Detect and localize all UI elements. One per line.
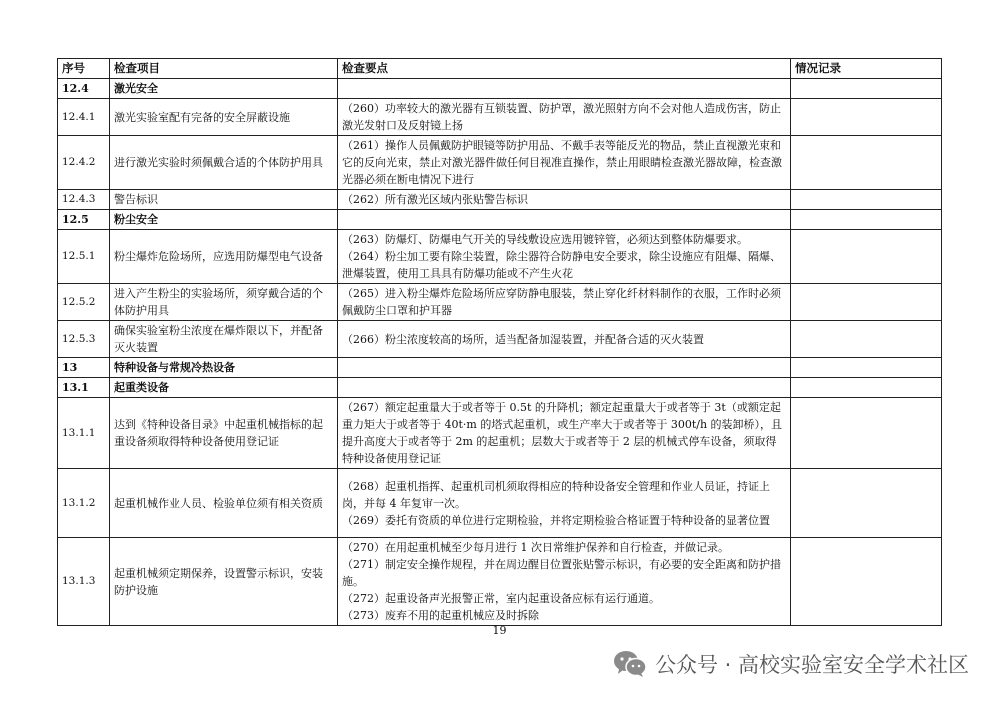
check-points — [338, 469, 791, 538]
inspection-table — [57, 58, 942, 626]
section-row — [58, 210, 942, 230]
check-point: （272）起重设备声光报警正常，室内起重设备应标有运行通道。 — [342, 592, 660, 605]
record-cell[interactable] — [791, 79, 942, 99]
row-number: 13.1.1 — [58, 398, 110, 469]
check-item: 起重机械须定期保养，设置警示标识，安装防护设施 — [110, 538, 338, 626]
check-item: 确保实验室粉尘浓度在爆炸限以下，并配备灭火装置 — [110, 321, 338, 358]
row-number: 12.4.2 — [58, 136, 110, 190]
check-point: （267）额定起重量大于或者等于 0.5t 的升降机；额定起重量大于或者等于 3t（或额定起重力矩大于或者等于 40t·m 的塔式起重机，或生产率大于或者等于 300t/h 的装卸桥），且提升高度大于或者等于 2m 的起重机；层数大于或者等于 2 层的机械式停车设备，须取得特种设备使用登记证 — [342, 401, 783, 465]
check-points — [338, 284, 791, 321]
table-body — [58, 79, 942, 626]
table-row — [58, 321, 942, 358]
check-item: 起重机械作业人员、检验单位须有相关资质 — [110, 469, 338, 538]
record-cell[interactable] — [791, 136, 942, 190]
check-item: 警告标识 — [110, 190, 338, 210]
check-points — [338, 398, 791, 469]
header-item: 检查项目 — [110, 59, 338, 79]
row-number: 12.4.3 — [58, 190, 110, 210]
section-title: 起重类设备 — [110, 378, 338, 398]
check-points — [338, 99, 791, 136]
section-title: 特种设备与常规冷热设备 — [110, 358, 338, 378]
section-title: 激光安全 — [110, 79, 338, 99]
check-point: （266）粉尘浓度较高的场所，适当配备加湿装置，并配备合适的灭火装置 — [342, 332, 704, 346]
check-point: （270）在用起重机械至少每月进行 1 次日常维护保养和自行检查，并做记录。 — [342, 541, 729, 554]
row-number: 12.5 — [58, 210, 110, 230]
section-row — [58, 378, 942, 398]
table-row — [58, 469, 942, 538]
check-point: （262）所有激光区域内张贴警告标识 — [342, 193, 528, 206]
check-point: （263）防爆灯、防爆电气开关的导线敷设应选用镀锌管，必须达到整体防爆要求。 — [342, 233, 748, 246]
header-record: 情况记录 — [791, 59, 942, 79]
check-points — [338, 230, 791, 284]
watermark-text: 公众号 · 高校实验室安全学术社区 — [654, 653, 969, 677]
check-points — [338, 136, 791, 190]
check-item: 进入产生粉尘的实验场所，须穿戴合适的个体防护用具 — [110, 284, 338, 321]
record-cell[interactable] — [791, 398, 942, 469]
check-point: （261）操作人员佩戴防护眼镜等防护用品、不戴手表等能反光的物品，禁止直视激光束和它的反向光束，禁止对激光器件做任何目视准直操作，禁止用眼睛检查激光器故障，检查激光器必须在断电情况下进行 — [342, 139, 782, 186]
check-point: （273）废弃不用的起重机械应及时拆除 — [342, 609, 539, 622]
section-row — [58, 79, 942, 99]
row-number: 13.1.3 — [58, 538, 110, 626]
section-row — [58, 358, 942, 378]
check-item: 达到《特种设备目录》中起重机械指标的起重设备须取得特种设备使用登记证 — [110, 398, 338, 469]
check-point: （269）委托有资质的单位进行定期检验，并将定期检验合格证置于特种设备的显著位置 — [342, 513, 770, 527]
check-point: （271）制定安全操作规程，并在周边醒目位置张贴警示标识，有必要的安全距离和防护措施。 — [342, 558, 781, 588]
record-cell[interactable] — [791, 538, 942, 626]
table-row — [58, 538, 942, 626]
check-item: 粉尘爆炸危险场所，应选用防爆型电气设备 — [110, 230, 338, 284]
page-number: 19 — [492, 624, 507, 637]
check-point: （265）进入粉尘爆炸危险场所应穿防静电服装，禁止穿化纤材料制作的衣服，工作时必须佩戴防尘口罩和护耳器 — [342, 287, 781, 317]
row-number: 12.4.1 — [58, 99, 110, 136]
check-point: （268）起重机指挥、起重机司机须取得相应的特种设备安全管理和作业人员证，持证上岗，并每 4 年复审一次。 — [342, 479, 770, 510]
record-cell[interactable] — [791, 284, 942, 321]
check-item: 进行激光实验时须佩戴合适的个体防护用具 — [110, 136, 338, 190]
table-row — [58, 99, 942, 136]
check-points — [338, 358, 791, 378]
row-number: 12.5.3 — [58, 321, 110, 358]
check-points — [338, 378, 791, 398]
record-cell[interactable] — [791, 321, 942, 358]
record-cell[interactable] — [791, 210, 942, 230]
table-row — [58, 190, 942, 210]
table-row — [58, 398, 942, 469]
table-row — [58, 230, 942, 284]
record-cell[interactable] — [791, 230, 942, 284]
check-points — [338, 190, 791, 210]
check-points — [338, 79, 791, 99]
watermark — [613, 649, 969, 679]
wechat-icon — [613, 650, 647, 678]
table-header-row — [58, 59, 942, 79]
table-row — [58, 136, 942, 190]
section-title: 粉尘安全 — [110, 210, 338, 230]
check-points — [338, 321, 791, 358]
record-cell[interactable] — [791, 358, 942, 378]
check-point: （264）粉尘加工要有除尘装置，除尘器符合防静电安全要求，除尘设施应有阻爆、隔爆、泄爆装置，使用工具具有防爆功能或不产生火花 — [342, 250, 781, 280]
header-points: 检查要点 — [338, 59, 791, 79]
row-number: 13 — [58, 358, 110, 378]
check-item: 激光实验室配有完备的安全屏蔽设施 — [110, 99, 338, 136]
table-row — [58, 284, 942, 321]
record-cell[interactable] — [791, 469, 942, 538]
row-number: 12.4 — [58, 79, 110, 99]
record-cell[interactable] — [791, 99, 942, 136]
row-number: 13.1.2 — [58, 469, 110, 538]
record-cell[interactable] — [791, 378, 942, 398]
header-no: 序号 — [58, 59, 110, 79]
check-point: （260）功率较大的激光器有互锁装置、防护罩，激光照射方向不会对他人造成伤害，防止激光发射口及反射镜上扬 — [342, 102, 781, 132]
row-number: 12.5.1 — [58, 230, 110, 284]
check-points — [338, 210, 791, 230]
record-cell[interactable] — [791, 190, 942, 210]
row-number: 12.5.2 — [58, 284, 110, 321]
check-points — [338, 538, 791, 626]
row-number: 13.1 — [58, 378, 110, 398]
